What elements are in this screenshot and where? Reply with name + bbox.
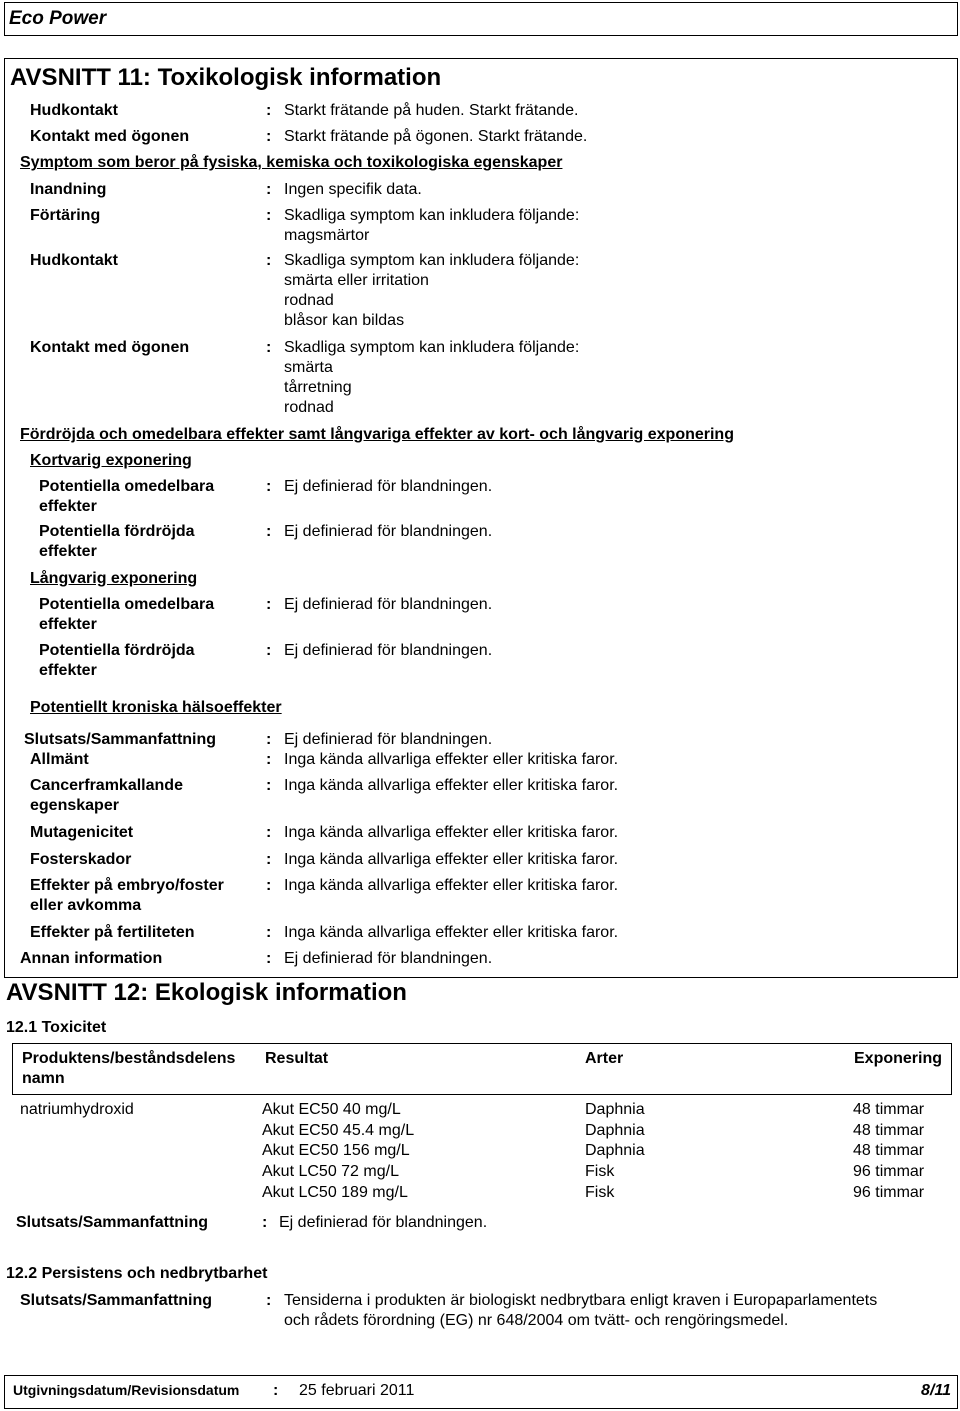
colon: : [266, 950, 272, 967]
row-value: Inga kända allvarliga effekter eller kritiska faror. [284, 877, 619, 894]
row-value: Tensiderna i produkten är biologiskt nedbrytbara enligt kraven i Europaparlamentets och rådets förordning (EG) nr 648/2004 om tvätt- och rengöringsmedel. [284, 1292, 878, 1329]
row-value: Ej definierad för blandningen. [284, 731, 493, 748]
row-label: Effekter på embryo/foster eller avkomma [30, 877, 224, 914]
row-value: Ej definierad för blandningen. [284, 523, 493, 540]
short-exposure-heading: Kortvarig exponering [30, 452, 192, 469]
row-label: Potentiella fördröjda effekter [39, 523, 195, 560]
delayed-heading: Fördröjda och omedelbara effekter samt långvariga effekter av kort- och långvarig exponering [20, 426, 734, 443]
colon: : [273, 1382, 279, 1399]
footer-bar [4, 1375, 958, 1409]
row-label: Hudkontakt [30, 252, 118, 269]
colon: : [266, 924, 272, 941]
row-value: Ingen specifik data. [284, 181, 422, 198]
row-value: Ej definierad för blandningen. [284, 478, 493, 495]
row-value: Ej definierad för blandningen. [284, 950, 493, 967]
row-value: Inga kända allvarliga effekter eller kritiska faror. [284, 777, 619, 794]
colon: : [266, 478, 272, 495]
table-cell-exposure: 48 timmar 48 timmar 48 timmar 96 timmar 96 timmar [853, 1101, 925, 1201]
page-number: 8/11 [921, 1382, 951, 1399]
colon: : [266, 777, 272, 794]
colon: : [266, 642, 272, 659]
colon: : [266, 596, 272, 613]
row-value: Inga kända allvarliga effekter eller kritiska faror. [284, 824, 619, 841]
colon: : [262, 1214, 268, 1231]
row-label: Inandning [30, 181, 107, 198]
colon: : [266, 252, 272, 269]
colon: : [266, 523, 272, 540]
table-cell-species: Daphnia Daphnia Daphnia Fisk Fisk [585, 1101, 645, 1201]
row-label: Slutsats/Sammanfattning [16, 1214, 209, 1231]
row-value: Skadliga symptom kan inkludera följande: smärta tårretning rodnad [284, 339, 580, 416]
section-12-title: AVSNITT 12: Ekologisk information [6, 979, 407, 1006]
table-cell-name: natriumhydroxid [20, 1101, 134, 1118]
colon: : [266, 851, 272, 868]
row-label: Cancerframkallande egenskaper [30, 777, 183, 814]
row-label: Kontakt med ögonen [30, 339, 190, 356]
colon: : [266, 824, 272, 841]
row-value: Starkt frätande på ögonen. Starkt frätande. [284, 128, 588, 145]
colon: : [266, 181, 272, 198]
toxicity-heading: 12.1 Toxicitet [6, 1019, 107, 1036]
row-label: Hudkontakt [30, 102, 118, 119]
colon: : [266, 877, 272, 894]
footer-date: 25 februari 2011 [299, 1382, 415, 1399]
row-label: Annan information [20, 950, 163, 967]
row-value: Starkt frätande på huden. Starkt frätande. [284, 102, 579, 119]
row-value: Inga kända allvarliga effekter eller kritiska faror. [284, 924, 619, 941]
table-cell-result: Akut EC50 40 mg/L Akut EC50 45.4 mg/L Akut EC50 156 mg/L Akut LC50 72 mg/L Akut LC50 189 mg/L [262, 1101, 415, 1201]
row-label: Fosterskador [30, 851, 132, 868]
table-header-species: Arter [585, 1050, 624, 1067]
table-header-exposure: Exponering [854, 1050, 943, 1067]
row-value: Skadliga symptom kan inkludera följande: magsmärtor [284, 207, 580, 244]
row-label: Potentiella fördröjda effekter [39, 642, 195, 679]
row-label: Slutsats/Sammanfattning [24, 731, 217, 748]
row-label: Slutsats/Sammanfattning [20, 1292, 213, 1309]
colon: : [266, 207, 272, 224]
row-value: Ej definierad för blandningen. [284, 642, 493, 659]
header-bar [4, 2, 958, 36]
row-label: Potentiella omedelbara effekter [39, 596, 215, 633]
row-label: Mutagenicitet [30, 824, 134, 841]
row-value: Skadliga symptom kan inkludera följande: smärta eller irritation rodnad blåsor kan bildas [284, 252, 580, 329]
row-label: Kontakt med ögonen [30, 128, 190, 145]
persistence-heading: 12.2 Persistens och nedbrytbarhet [6, 1265, 268, 1282]
company-name: Eco Power [9, 8, 107, 29]
long-exposure-heading: Långvarig exponering [30, 570, 198, 587]
row-label: Effekter på fertiliteten [30, 924, 195, 941]
table-header-result: Resultat [265, 1050, 329, 1067]
symptom-heading: Symptom som beror på fysiska, kemiska och toxikologiska egenskaper [20, 154, 563, 171]
row-label: Allmänt [30, 751, 89, 768]
colon: : [266, 731, 272, 748]
colon: : [266, 339, 272, 356]
row-label: Potentiella omedelbara effekter [39, 478, 215, 515]
row-value: Ej definierad för blandningen. [279, 1214, 488, 1231]
row-value: Inga kända allvarliga effekter eller kritiska faror. [284, 851, 619, 868]
chronic-heading: Potentiellt kroniska hälsoeffekter [30, 699, 282, 716]
colon: : [266, 751, 272, 768]
table-header-name: Produktens/beståndsdelens namn [22, 1050, 236, 1087]
colon: : [266, 102, 272, 119]
row-value: Ej definierad för blandningen. [284, 596, 493, 613]
row-value: Inga kända allvarliga effekter eller kritiska faror. [284, 751, 619, 768]
colon: : [266, 1292, 272, 1309]
colon: : [266, 128, 272, 145]
section-11-title: AVSNITT 11: Toxikologisk information [10, 64, 442, 91]
footer-date-label: Utgivningsdatum/Revisionsdatum [13, 1382, 240, 1398]
row-label: Förtäring [30, 207, 101, 224]
